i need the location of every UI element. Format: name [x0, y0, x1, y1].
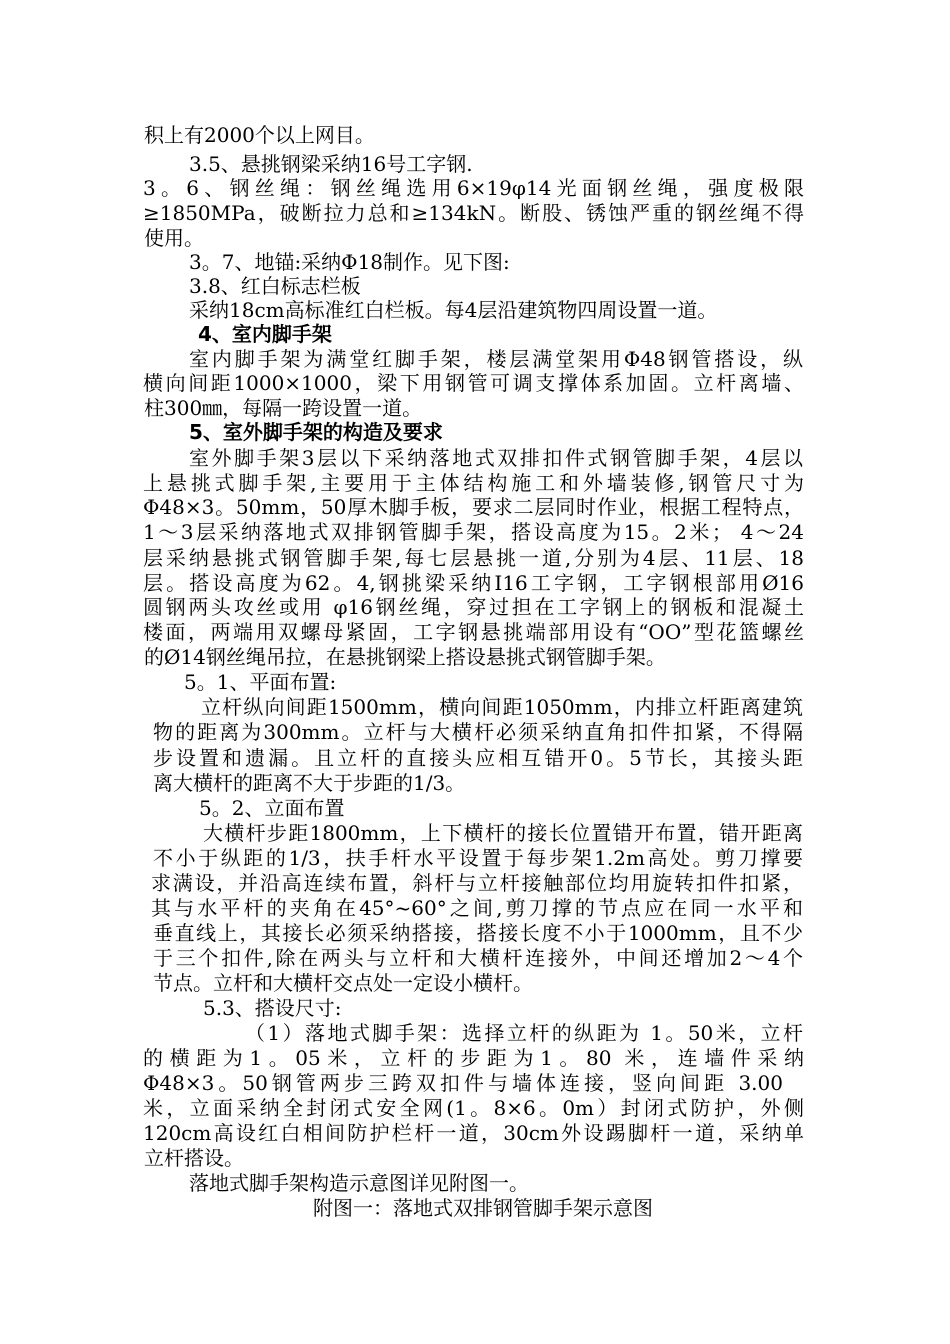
text-line: ≥1850MPa，破断拉力总和≥134kN。断股、锈蚀严重的钢丝绳不得 [143, 201, 804, 225]
section-heading: 4、室内脚手架 [198, 322, 332, 346]
text-line: 落地式脚手架构造示意图详见附图一。 [189, 1171, 529, 1195]
text-line: 米，立面采纳全封闭式安全网(1。8×6。0m）封闭式防护，外侧 [143, 1096, 804, 1120]
text-line: 3.8、红白标志栏板 [189, 274, 361, 298]
text-line: 的横距为1。05米，立杆的步距为1。80 米，连墙件采纳 [143, 1046, 804, 1070]
text-line: 使用。 [144, 226, 204, 250]
text-line: 的Ø14钢丝绳吊拉，在悬挑钢梁上搭设悬挑式钢管脚手架。 [144, 645, 666, 669]
text-line: （1）落地式脚手架：选择立杆的纵距为 1。50米，立杆 [245, 1021, 803, 1045]
text-line: 楼面，两端用双螺母紧固，工字钢悬挑端部用设有“OO”型花篮螺丝 [143, 620, 804, 644]
text-line: 柱300㎜，每隔一跨设置一道。 [144, 396, 423, 420]
text-line: 物的距离为300mm。立杆与大横杆必须采纳直角扣件扣紧，不得隔 [153, 720, 803, 744]
text-line: 上悬挑式脚手架,主要用于主体结构施工和外墙装修,钢管尺寸为 [143, 471, 804, 495]
figure-caption: 附图一：落地式双排钢管脚手架示意图 [313, 1196, 653, 1220]
section-heading: 5、室外脚手架的构造及要求 [189, 420, 443, 444]
text-line: 横向间距1000×1000，梁下用钢管可调支撑体系加固。立杆离墙、 [143, 371, 804, 395]
text-line: 层采纳悬挑式钢管脚手架,每七层悬挑一道,分别为4层、11层、18 [143, 546, 804, 570]
text-line: 层。搭设高度为62。4,钢挑梁采纳I16工字钢，工字钢根部用Ø16 [143, 571, 804, 595]
text-line: Φ48×3。50mm，50厚木脚手板，要求二层同时作业，根据工程特点， [143, 495, 804, 519]
text-line: Φ48×3。50钢管两步三跨双扣件与墙体连接，竖向间距 3.00 [143, 1071, 783, 1095]
text-line: 5。1、平面布置: [184, 670, 337, 694]
text-line: 采纳18cm高标准红白栏板。每4层沿建筑物四周设置一道。 [189, 298, 718, 322]
text-line: 其与水平杆的夹角在45°~60°之间,剪刀撑的节点应在同一水平和 [151, 896, 803, 920]
text-line: 节点。立杆和大横杆交点处一定设小横杆。 [153, 971, 533, 995]
text-line: 立杆纵向间距1500mm，横向间距1050mm，内排立杆距离建筑 [201, 695, 803, 719]
text-line: 3。7、地锚:采纳Φ18制作。见下图: [189, 250, 510, 274]
text-line: 3.5、悬挑钢梁采纳16号工字钢. [189, 152, 473, 176]
text-line: 积上有2000个以上网目。 [144, 123, 375, 147]
text-line: 5.3、搭设尺寸: [203, 996, 342, 1020]
text-line: 室内脚手架为满堂红脚手架，楼层满堂架用Φ48钢管搭设，纵 [189, 347, 803, 371]
text-line: 3。6、钢丝绳：钢丝绳选用6×19φ14光面钢丝绳，强度极限 [143, 176, 804, 200]
text-line: 5。2、立面布置 [199, 796, 345, 820]
text-line: 求满设，并沿高连续布置，斜杆与立杆接触部位均用旋转扣件扣紧， [151, 871, 803, 895]
text-line: 立杆搭设。 [144, 1146, 244, 1170]
text-line: 不小于纵距的1/3，扶手杆水平设置于每步架1.2m高处。剪刀撑要 [153, 846, 803, 870]
text-line: 120cm高设红白相间防护栏杆一道，30cm外设踢脚杆一道，采纳单 [143, 1121, 804, 1145]
text-line: 大横杆步距1800mm，上下横杆的接长位置错开布置，错开距离 [203, 821, 803, 845]
text-line: 步设置和遗漏。且立杆的直接头应相互错开0。5节长，其接头距 [153, 746, 803, 770]
text-line: 室外脚手架3层以下采纳落地式双排扣件式钢管脚手架，4层以 [189, 446, 803, 470]
text-line: 离大横杆的距离不大于步距的1/3。 [153, 771, 466, 795]
text-line: 于三个扣件,除在两头与立杆和大横杆连接外，中间还增加2～4个 [153, 946, 803, 970]
text-line: 垂直线上，其接长必须采纳搭接，搭接长度不小于1000mm，且不少 [153, 921, 803, 945]
text-line: 圆钢两头攻丝或用 φ16钢丝绳，穿过担在工字钢上的钢板和混凝土 [143, 595, 804, 619]
text-line: 1～3层采纳落地式双排钢管脚手架，搭设高度为15。2米； 4～24 [143, 520, 804, 544]
